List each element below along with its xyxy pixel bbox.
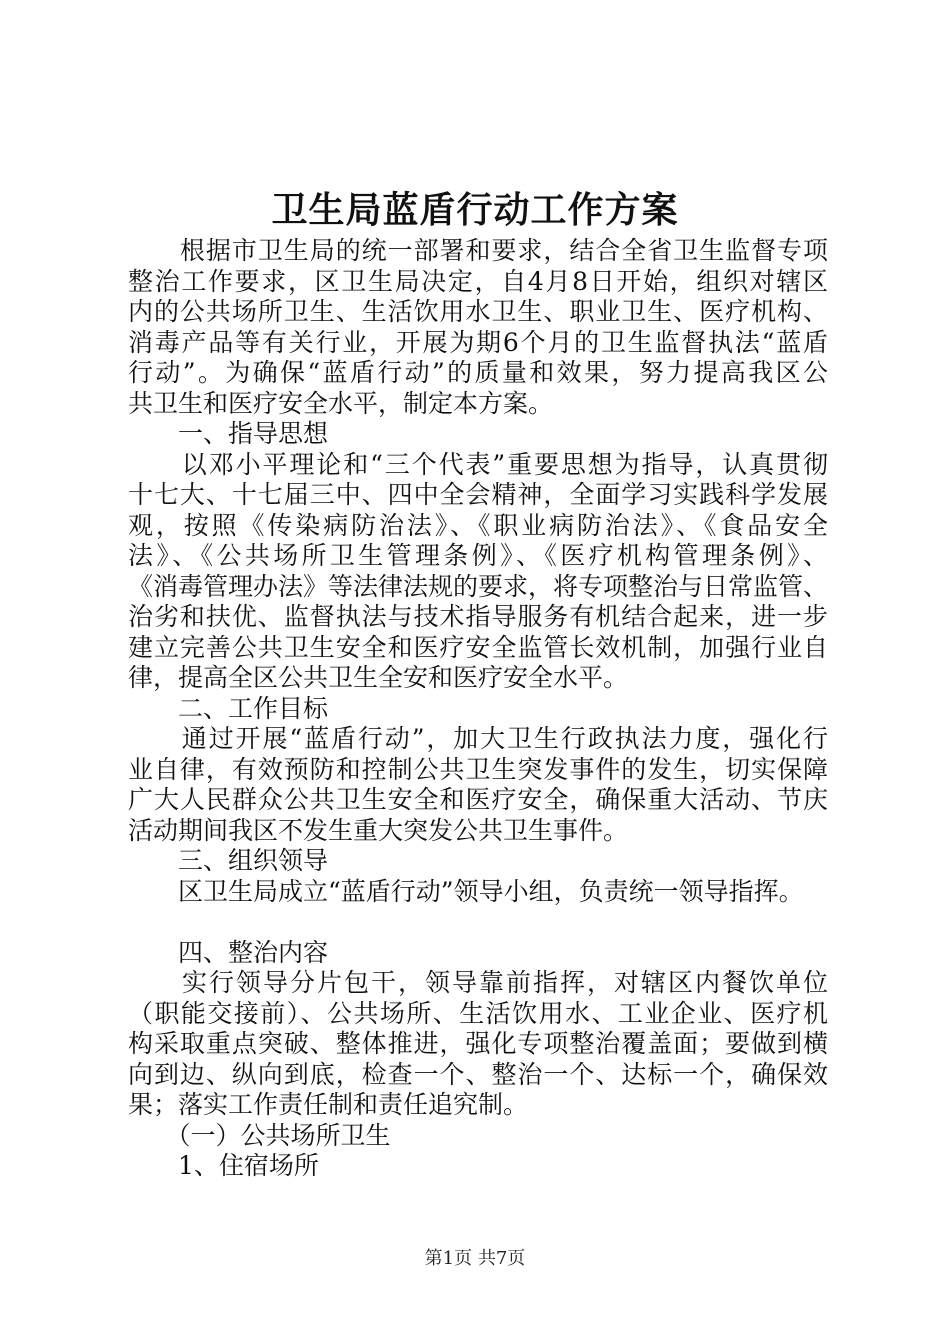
text-line: 十七大、十七届三中、四中全会精神，全面学习实践科学发展 bbox=[128, 480, 828, 509]
text-line: 区卫生局成立“蓝盾行动”领导小组，负责统一领导指挥。 bbox=[128, 876, 804, 906]
text-line: 治劣和扶优、监督执法与技术指导服务有机结合起来，进一步 bbox=[128, 602, 828, 631]
text-line: 二、工作目标 bbox=[128, 693, 329, 723]
text-line: 三、组织领导 bbox=[128, 846, 329, 875]
text-line: 法》、《公共场所卫生管理条例》、《医疗机构管理条例》、 bbox=[128, 541, 828, 570]
text-line: 向到边、纵向到底，检查一个、整治一个、达标一个，确保效 bbox=[128, 1059, 828, 1089]
blank-line bbox=[128, 907, 828, 938]
text-line: （职能交接前）、公共场所、生活饮用水、工业企业、医疗机 bbox=[128, 998, 828, 1028]
text-line: 根据市卫生局的统一部署和要求，结合全省卫生监督专项 bbox=[128, 236, 828, 265]
text-line: 四、整治内容 bbox=[128, 937, 329, 967]
text-line: 观，按照《传染病防治法》、《职业病防治法》、《食品安全 bbox=[128, 510, 828, 540]
text-line: 1、住宿场所 bbox=[128, 1151, 319, 1180]
text-line: 整治工作要求，区卫生局决定，自4月8日开始，组织对辖区 bbox=[128, 266, 828, 296]
text-line: 消毒产品等有关行业，开展为期6个月的卫生监督执法“蓝盾 bbox=[128, 327, 828, 357]
text-line: 果；落实工作责任制和责任追究制。 bbox=[128, 1090, 529, 1119]
page-footer: 第1页 共7页 bbox=[424, 1248, 526, 1269]
text-line: 行动”。为确保“蓝盾行动”的质量和效果，努力提高我区公 bbox=[128, 358, 828, 387]
text-line: 建立完善公共卫生安全和医疗安全监管长效机制，加强行业自 bbox=[128, 632, 828, 662]
text-line: 《消毒管理办法》等法律法规的要求，将专项整治与日常监管、 bbox=[128, 571, 829, 601]
page-title: 卫生局蓝盾行动工作方案 bbox=[271, 189, 679, 231]
text-line: 一、指导思想 bbox=[128, 419, 329, 448]
text-line: 通过开展“蓝盾行动”，加大卫生行政执法力度，强化行 bbox=[128, 724, 828, 753]
text-line: 实行领导分片包干，领导靠前指挥，对辖区内餐饮单位 bbox=[128, 968, 828, 997]
text-line: 业自律，有效预防和控制公共卫生突发事件的发生，切实保障 bbox=[128, 754, 828, 784]
text-line: 共卫生和医疗安全水平，制定本方案。 bbox=[128, 388, 554, 418]
text-line: 活动期间我区不发生重大突发公共卫生事件。 bbox=[128, 815, 629, 845]
text-line: 广大人民群众公共卫生安全和医疗安全，确保重大活动、节庆 bbox=[128, 785, 828, 814]
text-line: 以邓小平理论和“三个代表”重要思想为指导，认真贯彻 bbox=[128, 449, 828, 479]
document-body bbox=[128, 236, 828, 1182]
text-line: 律，提高全区公共卫生全安和医疗安全水平。 bbox=[128, 663, 629, 692]
text-line: 内的公共场所卫生、生活饮用水卫生、职业卫生、医疗机构、 bbox=[128, 297, 828, 326]
text-line: （一）公共场所卫生 bbox=[128, 1120, 391, 1150]
text-line: 构采取重点突破、整体推进，强化专项整治覆盖面；要做到横 bbox=[128, 1029, 828, 1058]
